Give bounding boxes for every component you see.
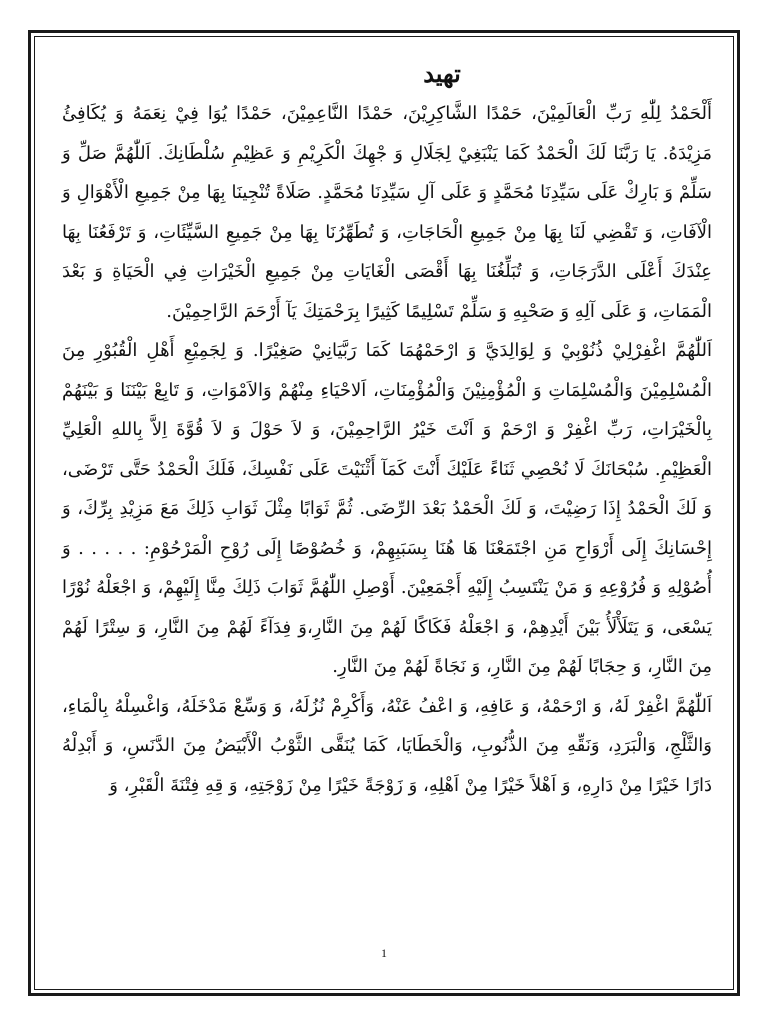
page-title: تهيد [423,59,461,88]
paragraph-supplication-forgiveness: اَللّٰهُمَّ اغْفِرْلِيْ ذُنُوْبِيْ وَ لِوَالِدَيَّ وَ ارْحَمْهُمَا كَمَا رَبَّيَانِيْ صَغِيْرًا. وَ لِجَمِيْعِ أَهْلِ الْقُبُوْرِ مِنَ الْمُسْلِمِيْنَ وَالْمُسْلِمَاتِ وَ الْمُؤْمِنِيْنَ وَالْمُؤْمِنَاتِ، اَلاحْيَاءِ مِنْهُمْ وَالاَمْوَاتِ، وَ تَابِعْ بَيْنَنَا وَ بَيْنَهُمْ بِالْخَيْرَاتِ، رَبِّ اغْفِرْ وَ ارْحَمْ وَ اَنْتَ خَيْرُ الرَّاحِمِيْنَ، وَ لاَ حَوْلَ وَ لاَ قُوَّةَ اِلاَّ بِاللهِ الْعَلِيِّ الْعَظِيْمِ. سُبْحَانَكَ لَا نُحْصِي ثَنَاءً عَلَيْكَ أَنْتَ كَمَآ أَثْنَيْتَ عَلَى نَفْسِكَ، فَلَكَ الْحَمْدُ حَتَّى تَرْضَى، وَ لَكَ الْحَمْدُ إِذَا رَضِيْتَ، وَ لَكَ الْحَمْدُ بَعْدَ الرِّضَى. ثُمَّ ثَوَابًا مِثْلَ ثَوَابِ ذَلِكَ مَعَ مَزِيْدِ بِرِّكَ، وَ إِحْسَانِكَ إِلَى أَرْوَاحِ مَنِ اجْتَمَعْنَا هَا هُنَا بِسَبَبِهِمْ، وَ خُصُوْصًا إِلَى رُوْحِ الْمَرْحُوْمِ: . . . . . وَ أُصُوْلِهِ وَ فُرُوْعِهِ وَ مَنْ يَنْتَسِبُ إِلَيْهِ أَجْمَعِيْنَ. أَوْصِلِ اللّٰهُمَّ ثَوَابَ ذَلِكَ مِنَّا إِلَيْهِمْ، وَ اجْعَلْهُ نُوْرًا يَسْعَى، وَ يَتَلَأْلَأُ بَيْنَ أَيْدِهِمْ، وَ اجْعَلْهُ فَكَاكًا لَهُمْ مِنَ النَّارِ،وَ فِدَآءً لَهُمْ مِنَ النَّارِ، وَ سِتْرًا لَهُمْ مِنَ النَّارِ، وَ حِجَابًا لَهُمْ مِنَ النَّارِ، وَ نَجَاةً لَهُمْ مِنَ النَّارِ. [62,340,712,677]
document-body [62,94,712,805]
document-page [62,54,712,954]
paragraph-opening-praise: أَلْحَمْدُ لِلّٰهِ رَبِّ الْعَالَمِيْنَ، حَمْدًا الشَّاكِرِيْنَ، حَمْدًا النَّاعِمِيْنَ، حَمْدًا يُوَا فِيْ نِعَمَهُ وَ يُكَافِئُ مَزِيْدَهُ. يَا رَبَّنَا لَكَ الْحَمْدُ كَمَا يَنْبَغِيْ لِجَلَالِ وَ جْهِكَ الْكَرِيْمِ وَ عَظِيْمِ سُلْطَانِكَ. اَللّٰهُمَّ صَلِّ وَ سَلِّمْ وَ بَارِكْ عَلَى سَيِّدِنَا مُحَمَّدٍ وَ عَلَى آلِ سَيِّدِنَا مُحَمَّدٍ. صَلَاةً تُنْجِينَا بِهَا مِنْ جَمِيعِ الْأَهْوَالِ وَ الْآفَاتِ، وَ تَقْضِي لَنَا بِهَا مِنْ جَمِيعِ الْحَاجَاتِ، وَ تُطَهِّرُنَا بِهَا مِنْ جَمِيعِ السَّيِّئَاتِ، وَ تَرْفَعُنَا بِهَا عِنْدَكَ أَعْلَى الدَّرَجَاتِ، وَ تُبَلِّغُنَا بِهَا أَقْصَى الْغَايَاتِ مِنْ جَمِيعِ الْخَيْرَاتِ فِي الْحَيَاةِ وَ بَعْدَ الْمَمَاتِ، وَ عَلَى آلِهِ وَ صَحْبِهِ وَ سَلِّمْ تَسْلِيمًا كَثِيرًا بِرَحْمَتِكَ يَآ أَرْحَمَ الرَّاحِمِيْنَ. [62,103,712,322]
page-number: 1 [381,946,387,960]
paragraph-funeral-prayer: اَللّٰهُمَّ اغْفِرْ لَهُ، وَ ارْحَمْهُ، وَ عَافِهِ، وَ اعْفُ عَنْهُ، وَأَكْرِمْ نُزُلَهُ، وَ وَسِّعْ مَدْخَلَهُ، وَاغْسِلْهُ بِالْمَاءِ، وَالثَّلْجِ، وَالْبَرَدِ، وَنَقِّهِ مِنَ الذُّنُوبِ، وَالْخَطَايَا، كَمَا يُنَقَّى الثَّوْبُ الْأَبْيَضُ مِنَ الدَّنَسِ، وَ أَبْدِلْهُ دَارًا خَيْرًا مِنْ دَارِهِ، وَ اَهْلاً خَيْرًا مِنْ اَهْلِهِ، وَ زَوْجَةً خَيْرًا مِنْ زَوْجَتِهِ، وَ قِهِ فِتْنَةَ الْقَبْرِ، وَ [62,695,712,796]
